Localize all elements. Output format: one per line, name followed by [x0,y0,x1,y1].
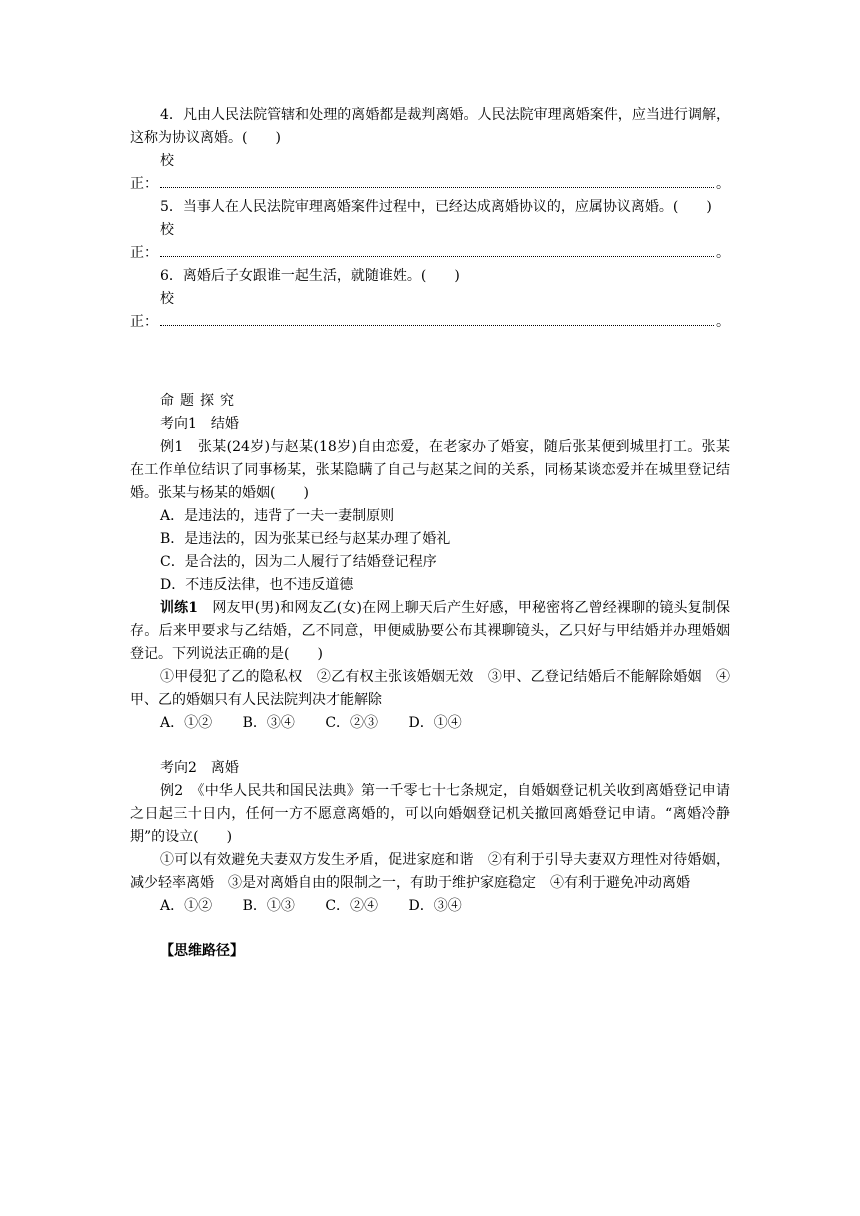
choice-c: C．②④ [325,898,379,914]
example-2-choices [160,895,730,918]
correction-line [130,173,730,196]
training-1-body: 网友甲(男)和网友乙(女)在网上聊天后产生好感，甲秘密将乙曾经裸聊的镜头复制保存。后来甲要求与乙结婚，乙不同意，甲便威胁要公布其裸聊镜头，乙只好与甲结婚并办理婚姻登记。下列说法正确的是( ) [130,600,730,662]
direction-1-title: 考向1 结婚 [160,416,239,432]
correction-end: 。 [716,176,730,192]
training-1-label: 训练1 [160,600,199,616]
judgment-item-4 [130,104,730,196]
correction-label-tail: 正： [130,176,158,192]
choice-b: B．①③ [242,898,295,914]
example-1-option-c: C．是合法的，因为二人履行了结婚登记程序 [160,554,437,570]
judgment-text: 5．当事人在人民法院审理离婚案件过程中，已经达成离婚协议的，应属协议离婚。( ) [160,199,712,215]
judgment-text: 6．离婚后子女跟谁一起生活，就随谁姓。( ) [160,268,460,284]
correction-label: 校 [160,153,174,169]
correction-label: 校 [160,222,174,238]
judgment-text: 4．凡由人民法院管辖和处理的离婚都是裁判离婚。人民法院审理离婚案件，应当进行调解，这称为协议离婚。( ) [130,107,730,146]
direction-2-title: 考向2 离婚 [160,760,239,776]
training-1-statements: ①甲侵犯了乙的隐私权 ②乙有权主张该婚姻无效 ③甲、乙登记结婚后不能解除婚姻 ④甲、乙的婚姻只有人民法院判决才能解除 [130,669,730,708]
thinking-path-heading: 【思维路径】 [160,943,244,959]
correction-label-tail: 正： [130,245,158,261]
example-1-option-a: A．是违法的，违背了一夫一妻制原则 [160,508,395,524]
judgment-item-5 [130,196,730,265]
example-2-text: 例2 《中华人民共和国民法典》第一千零七十七条规定，自婚姻登记机关收到离婚登记申请之日起三十日内，任何一方不愿意离婚的，可以向婚姻登记机关撤回离婚登记申请。“离婚冷静期”的设立( ) [130,783,730,845]
choice-d: D．③④ [408,898,462,914]
correction-blank[interactable] [160,246,714,257]
correction-blank[interactable] [160,177,714,188]
correction-label-tail: 正： [130,314,158,330]
correction-blank[interactable] [160,315,714,326]
example-2-statements: ①可以有效避免夫妻双方发生矛盾，促进家庭和谐 ②有利于引导夫妻双方理性对待婚姻，减少轻率离婚 ③是对离婚自由的限制之一，有助于维护家庭稳定 ④有利于避免冲动离婚 [130,852,730,891]
choice-a: A．①② [160,898,213,914]
document-page [130,104,730,963]
section-title: 命题探究 [160,393,240,409]
choice-c: C．②③ [325,715,379,731]
training-1-text [130,597,730,666]
training-1-choices [160,712,730,735]
judgment-item-6 [130,265,730,334]
example-1-option-b: B．是违法的，因为张某已经与赵某办理了婚礼 [160,531,451,547]
example-1-text: 例1 张某(24岁)与赵某(18岁)自由恋爱，在老家办了婚宴，随后张某便到城里打工。张某在工作单位结识了同事杨某，张某隐瞒了自己与赵某之间的关系，同杨某谈恋爱并在城里登记结婚。张某与杨某的婚姻( ) [130,439,730,501]
correction-label: 校 [160,291,174,307]
choice-d: D．①④ [408,715,462,731]
correction-line [130,242,730,265]
choice-a: A．①② [160,715,213,731]
correction-end: 。 [716,245,730,261]
example-1-option-d: D．不违反法律，也不违反道德 [160,577,354,593]
correction-end: 。 [716,314,730,330]
choice-b: B．③④ [242,715,295,731]
correction-line [130,311,730,334]
